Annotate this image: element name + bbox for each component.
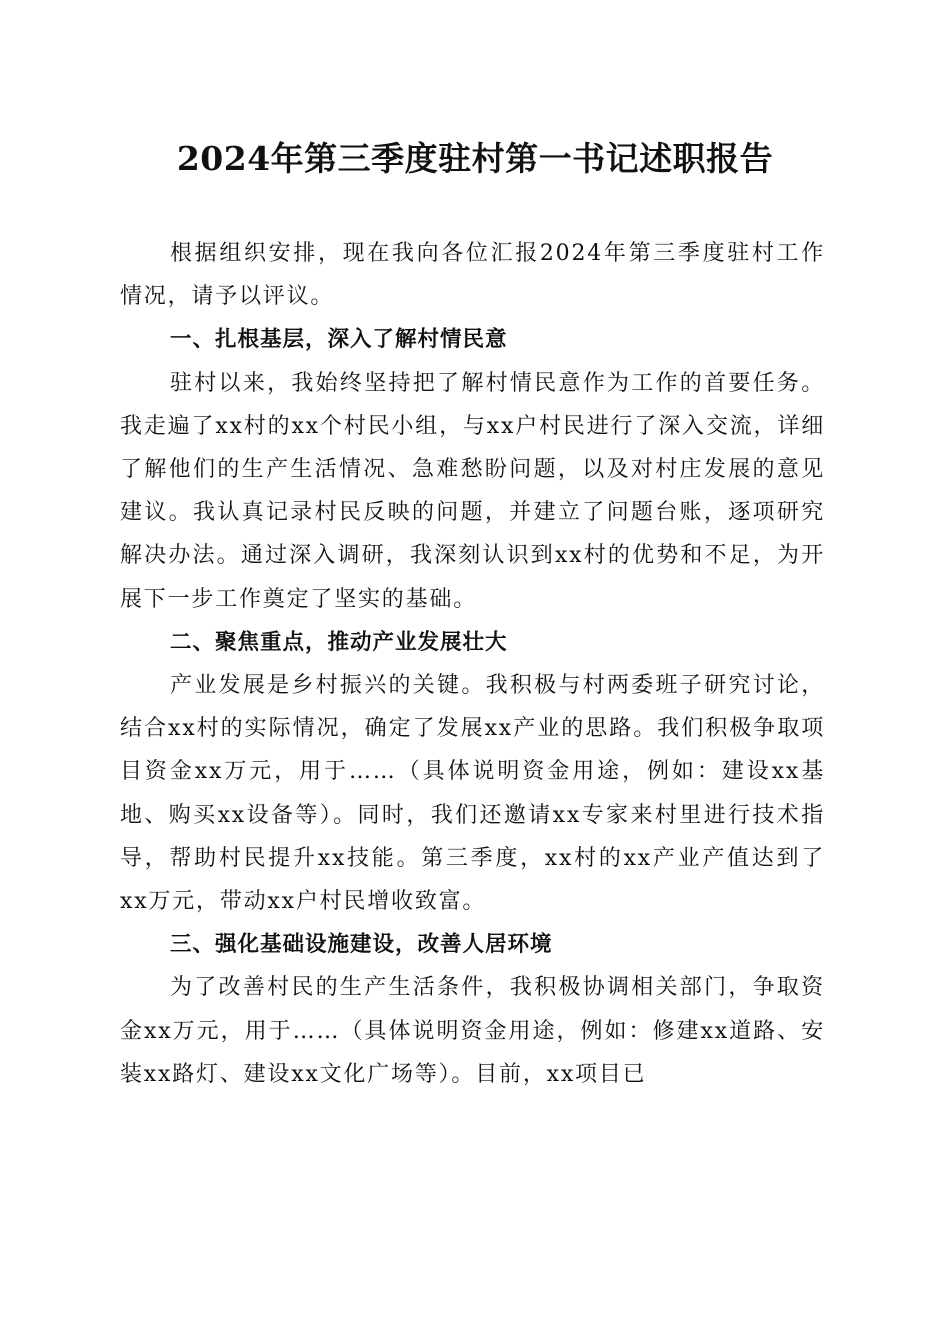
section-2-heading: 二、聚焦重点，推动产业发展壮大 [170,629,508,655]
section-3-heading: 三、强化基础设施建设，改善人居环境 [170,932,553,958]
section-2-paragraph: 产业发展是乡村振兴的关键。我积极与村两委班子研究讨论，结合xx村的实际情况，确定了发展xx产业的思路。我们积极争取项目资金xx万元，用于……（具体说明资金用途，例如：建设xx基地、购买xx设备等）。同时，我们还邀请xx专家来村里进行技术指导，帮助村民提升xx技能。第三季度，xx村的xx产业产值达到了xx万元，带动xx户村民增收致富。 [120,673,825,915]
document-title: 2024年第三季度驻村第一书记述职报告 [176,139,774,178]
section-1-heading: 一、扎根基层，深入了解村情民意 [170,327,508,353]
intro-paragraph: 根据组织安排，现在我向各位汇报2024年第三季度驻村工作情况，请予以评议。 [120,241,825,310]
section-3-paragraph: 为了改善村民的生产生活条件，我积极协调相关部门，争取资金xx万元，用于……（具体说明资金用途，例如：修建xx道路、安装xx路灯、建设xx文化广场等）。目前，xx项目已 [120,975,825,1087]
document-body [120,232,825,1096]
section-1-paragraph: 驻村以来，我始终坚持把了解村情民意作为工作的首要任务。我走遍了xx村的xx个村民小组，与xx户村民进行了深入交流，详细了解他们的生产生活情况、急难愁盼问题，以及对村庄发展的意见建议。我认真记录村民反映的问题，并建立了问题台账，逐项研究解决办法。通过深入调研，我深刻认识到xx村的优势和不足，为开展下一步工作奠定了坚实的基础。 [120,370,825,612]
